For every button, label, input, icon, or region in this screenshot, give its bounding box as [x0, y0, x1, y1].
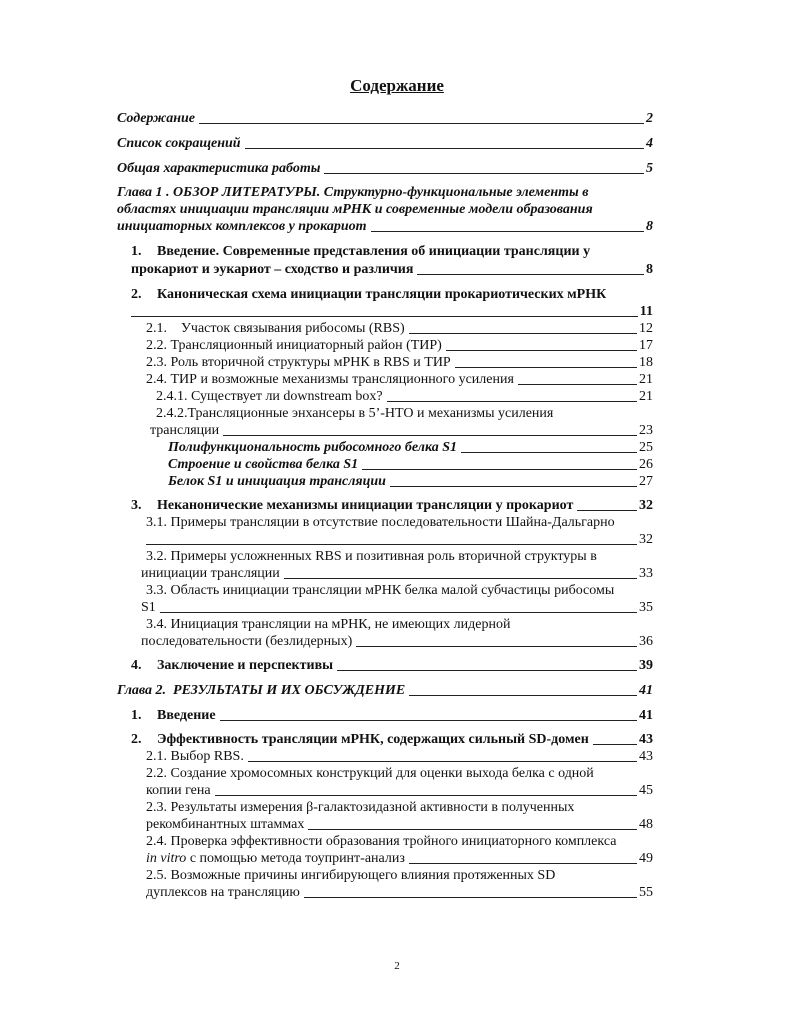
toc-chapter1-line1[interactable]: Глава 1 . ОБЗОР ЛИТЕРАТУРЫ. Структурно-функциональные элементы в	[117, 185, 589, 200]
toc-entry-abbreviations[interactable]: Список сокращений 4	[117, 136, 653, 151]
toc-3-2-line2[interactable]: инициации трансляции 33	[141, 566, 653, 581]
toc-3-1-line2[interactable]: 32	[146, 531, 653, 548]
toc-chapter1-line2: областях инициации трансляции мРНК и современные модели образования	[117, 202, 593, 217]
toc-2-4[interactable]: 2.4. ТИР и возможные механизмы трансляционного усиления 21	[146, 372, 653, 387]
toc-3-4-line1[interactable]: 3.4. Инициация трансляции на мРНК, не имеющих лидерной	[146, 617, 511, 632]
toc-3-3-line2[interactable]: S1 35	[141, 600, 653, 615]
toc-ch2-section2[interactable]: 2. Эффективность трансляции мРНК, содержащих сильный SD-домен 43	[131, 732, 653, 747]
toc-chapter1-line3[interactable]: инициаторных комплексов у прокариот 8	[117, 219, 653, 234]
toc-2-4-2-line2[interactable]: трансляции 23	[150, 423, 653, 438]
toc-ch2-2-2-line1[interactable]: 2.2. Создание хромосомных конструкций для оценки выхода белка с одной	[146, 766, 594, 781]
toc-2-4-2-line1[interactable]: 2.4.2.Трансляционные энхансеры в 5’-НТО и механизмы усиления	[156, 406, 554, 421]
toc-ch2-2-4-line1[interactable]: 2.4. Проверка эффективности образования тройного инициаторного комплекса	[146, 834, 617, 849]
toc-section3[interactable]: 3. Неканонические механизмы инициации трансляции у прокариот 32	[131, 498, 653, 513]
toc-entry-general[interactable]: Общая характеристика работы 5	[117, 161, 653, 176]
toc-s1-polyfunctionality[interactable]: Полифункциональность рибосомного белка S1 25	[168, 440, 653, 455]
toc-ch2-2-3-line2[interactable]: рекомбинантных штаммах 48	[146, 817, 653, 832]
page-title: Содержание	[350, 76, 444, 95]
toc-3-4-line2[interactable]: последовательности (безлидерных) 36	[141, 634, 653, 649]
toc-section1-line2[interactable]: прокариот и эукариот – сходство и различия 8	[131, 262, 653, 277]
toc-section2-line1[interactable]: 2. Каноническая схема инициации трансляции прокариотических мРНК	[131, 287, 607, 302]
page-number: 2	[394, 960, 400, 972]
toc-3-1-line1[interactable]: 3.1. Примеры трансляции в отсутствие последовательности Шайна-Дальгарно	[146, 515, 615, 530]
toc-s1-structure[interactable]: Строение и свойства белка S1 26	[168, 457, 653, 472]
toc-ch2-2-5-line1[interactable]: 2.5. Возможные причины ингибирующего влияния протяженных SD	[146, 868, 556, 883]
toc-ch2-2-3-line1[interactable]: 2.3. Результаты измерения β-галактозидазной активности в полученных	[146, 800, 575, 815]
toc-entry-contents[interactable]: Содержание 2	[117, 111, 653, 126]
toc-2-4-1[interactable]: 2.4.1. Существует ли downstream box? 21	[156, 389, 653, 404]
toc-ch2-2-4-line2[interactable]: in vitro с помощью метода тоупринт-анализ 49	[146, 851, 653, 866]
toc-ch2-2-5-line2[interactable]: дуплексов на трансляцию 55	[146, 885, 653, 900]
toc-chapter2[interactable]: Глава 2. РЕЗУЛЬТАТЫ И ИХ ОБСУЖДЕНИЕ 41	[117, 683, 653, 698]
toc-section4[interactable]: 4. Заключение и перспективы 39	[131, 658, 653, 673]
toc-2-3[interactable]: 2.3. Роль вторичной структуры мРНК в RBS и ТИР 18	[146, 355, 653, 370]
toc-ch2-2-1[interactable]: 2.1. Выбор RBS. 43	[146, 749, 653, 764]
toc-s1-initiation[interactable]: Белок S1 и инициация трансляции 27	[168, 474, 653, 489]
toc-2-1[interactable]: 2.1. Участок связывания рибосомы (RBS) 12	[146, 321, 653, 336]
toc-section2-line2[interactable]: 11	[131, 303, 653, 320]
toc-ch2-section1[interactable]: 1. Введение 41	[131, 708, 653, 723]
toc-section1-line1[interactable]: 1. Введение. Современные представления об инициации трансляции у	[131, 244, 591, 259]
toc-2-2[interactable]: 2.2. Трансляционный инициаторный район (ТИР) 17	[146, 338, 653, 353]
toc-ch2-2-2-line2[interactable]: копии гена 45	[146, 783, 653, 798]
toc-3-2-line1[interactable]: 3.2. Примеры усложненных RBS и позитивная роль вторичной структуры в	[146, 549, 597, 564]
toc-3-3-line1[interactable]: 3.3. Область инициации трансляции мРНК белка малой субчастицы рибосомы	[146, 583, 615, 598]
